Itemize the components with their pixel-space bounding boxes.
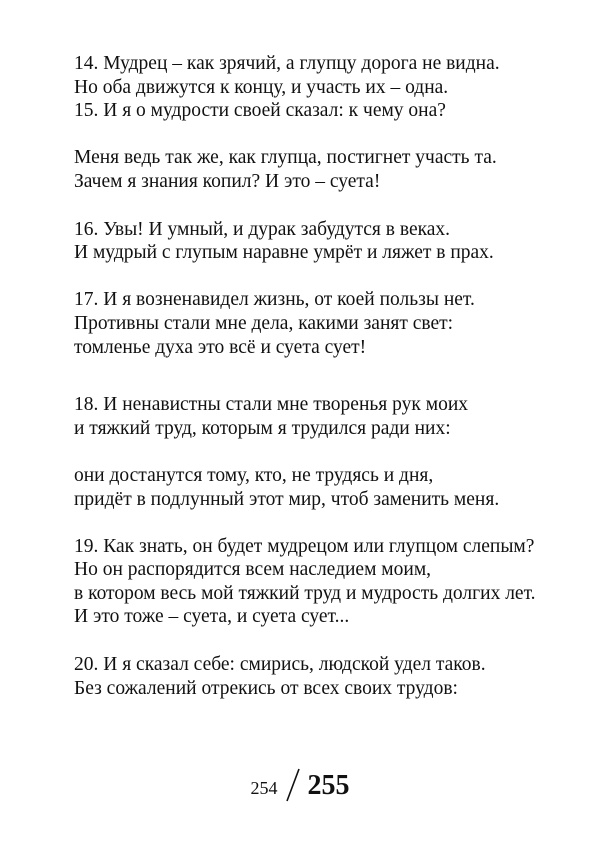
page-numbers [0, 760, 600, 802]
verse-line: Меня ведь так же, как глупца, постигнет участь та. [74, 147, 497, 169]
verse-line: 18. И ненавистны стали мне творенья рук моих [74, 394, 468, 416]
verse-line: 17. И я возненавидел жизнь, от коей пользы нет. [74, 289, 475, 311]
verse-line: И это тоже – суета, и суета сует... [74, 606, 350, 628]
verse-line: придёт в подлунный этот мир, чтоб заменить меня. [74, 488, 500, 510]
verse-line: томленье духа это всё и суета сует! [74, 336, 367, 358]
verse-line: 20. И я сказал себе: смирись, людской удел таков. [74, 654, 486, 676]
stanza-7 [74, 535, 544, 629]
stanza-1 [74, 52, 544, 123]
stanza-3 [74, 218, 544, 265]
verse-line: и тяжкий труд, которым я трудился ради них: [74, 417, 451, 439]
verse-line: Но оба движутся к концу, и участь их – одна. [74, 76, 449, 98]
verse-line: Но он распорядится всем наследием моим, [74, 559, 432, 581]
right-page-number: 255 [307, 770, 350, 801]
verse-line: 15. И я о мудрости своей сказал: к чему она? [74, 100, 446, 122]
stanza-2 [74, 146, 544, 193]
stanza-6 [74, 464, 544, 511]
stanza-5 [74, 393, 544, 440]
stanza-4 [74, 288, 544, 359]
stanza-8 [74, 653, 544, 700]
verse-line: И мудрый с глупым наравне умрёт и ляжет в прах. [74, 242, 494, 264]
poem-text [74, 52, 544, 700]
verse-line: Противны стали мне дела, какими занят свет: [74, 312, 454, 334]
verse-line: Без сожалений отрекись от всех своих трудов: [74, 677, 458, 699]
verse-line: 14. Мудрец – как зрячий, а глупцу дорога не видна. [74, 53, 500, 74]
verse-line: 19. Как знать, он будет мудрецом или глупцом слепым? [74, 535, 535, 557]
verse-line: 16. Увы! И умный, и дурак забудутся в веках. [74, 218, 451, 240]
verse-line: в котором весь мой тяжкий труд и мудрость долгих лет. [74, 582, 536, 604]
left-page-number: 254 [250, 778, 278, 798]
verse-line: Зачем я знания копил? И это – суета! [74, 170, 381, 192]
slash-divider [286, 768, 300, 802]
verse-line: они достанутся тому, кто, не трудясь и дня, [74, 464, 434, 486]
